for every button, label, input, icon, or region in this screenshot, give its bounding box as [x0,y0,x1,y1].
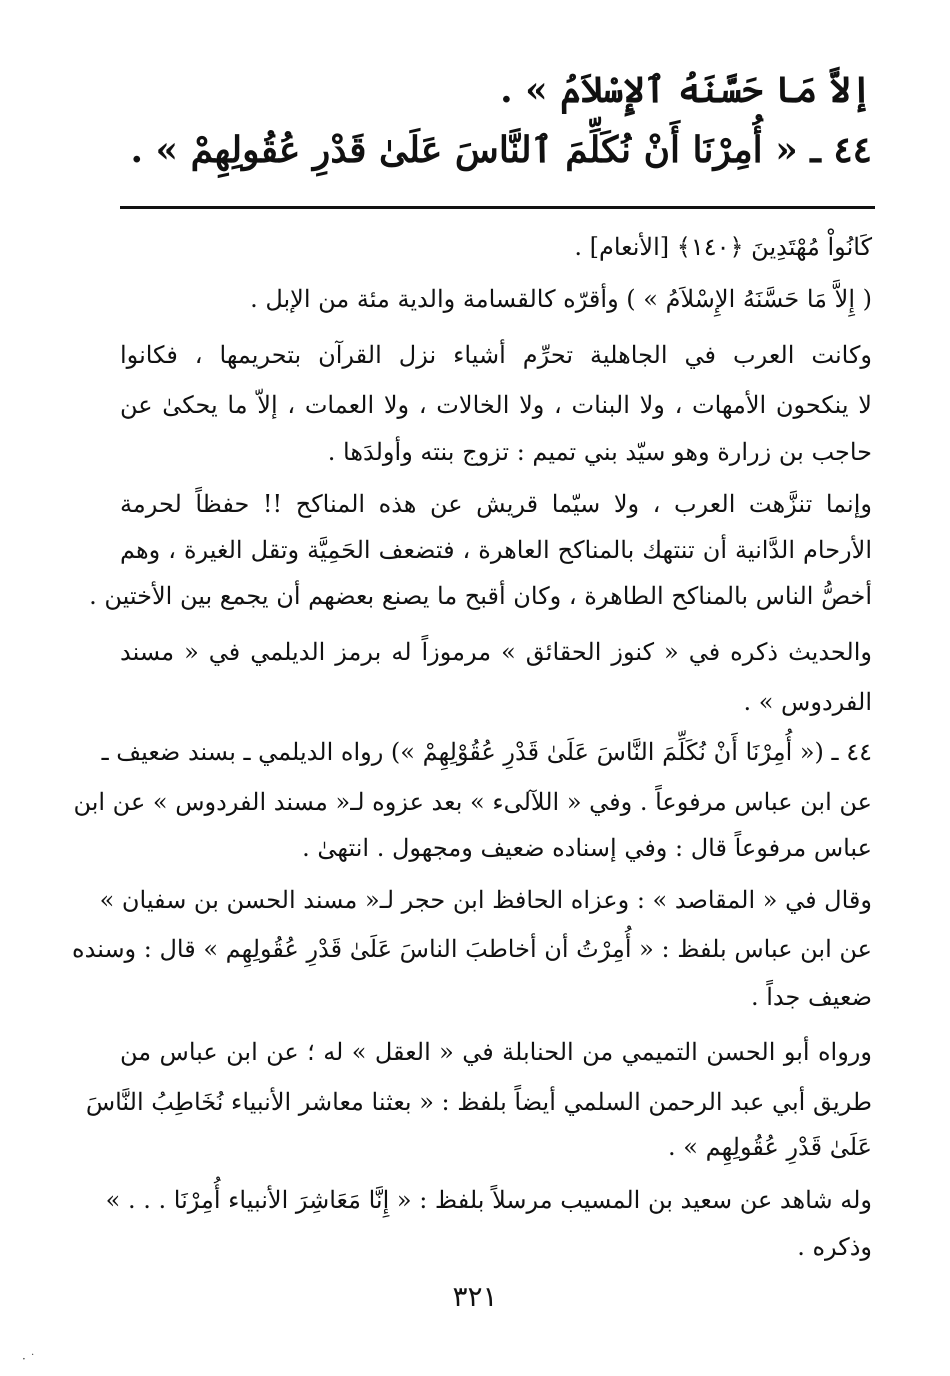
footnote-line-19: عَلَىٰ قَدْرِ عُقُولِهِم » . [668,1133,872,1161]
footnote-divider [120,206,875,209]
footnote-line-13: عباس مرفوعاً قال : وفي إسناده ضعيف ومجهول . انتهىٰ . [302,834,872,862]
footnote-line-7: الأرحام الدَّانية أن تنتهك بالمناكح العاهرة ، فتضعف الحَمِيَّة وتقل الغيرة ، وهم [120,536,872,564]
main-text-line-1: إلاَّ مَا حَسَّنَهُ ٱلإِسْلاَمُ » . [500,69,872,111]
footnote-line-18: طريق أبي عبد الرحمن السلمي أيضاً بلفظ : « بعثنا معاشر الأنبياء نُخَاطِبُ النَّاسَ [85,1088,872,1116]
footnote-line-21: وذكره . [797,1233,872,1261]
footnote-line-14: وقال في « المقاصد » : وعزاه الحافظ ابن حجر لـ« مسند الحسن بن سفيان » [99,886,872,914]
footnote-line-16: ضعيف جداً . [750,983,872,1011]
page-number: ٣٢١ [452,1280,498,1313]
main-text-line-2: ٤٤ ـ « أُمِرْنَا أَنْ نُكَلِّمَ ٱلنَّاسَ عَلَىٰ قَدْرِ عُقُولِهِمْ » . [130,129,872,171]
footnote-line-15: عن ابن عباس بلفظ : « أُمِرْتُ أن أخاطبَ الناسَ عَلَىٰ قَدْرِ عُقُولِهِم » قال : وسنده [72,935,872,963]
scan-specks: · ˙ [22,1352,36,1366]
footnote-line-4: لا ينكحون الأمهات ، ولا البنات ، ولا الخالات ، ولا العمات ، إلاّ ما يحكىٰ عن [120,391,872,419]
footnote-line-17: ورواه أبو الحسن التميمي من الحنابلة في « العقل » له ؛ عن ابن عباس من [120,1038,872,1066]
footnote-line-8: أخصُّ الناس بالمناكح الطاهرة ، وكان أقبح ما يصنع بعضهم أن يجمع بين الأختين . [89,582,872,610]
footnote-line-20: وله شاهد عن سعيد بن المسيب مرسلاً بلفظ : « إِنَّا مَعَاشِرَ الأنبياء أُمِرْنَا . . . » [105,1186,872,1214]
footnote-line-12: عن ابن عباس مرفوعاً . وفي « اللآلىء » بعد عزوه لـ« مسند الفردوس » عن ابن [73,788,872,816]
footnote-line-6: وإنما تنزَّهت العرب ، ولا سيّما قريش عن هذه المناكح !! حفظاً لحرمة [120,490,872,518]
footnote-line-11: ٤٤ ـ (« أُمِرْنَا أَنْ نُكَلِّمَ النَّاسَ عَلَىٰ قَدْرِ عُقُوْلِهِمْ ») رواه الديلمي ـ بسند ضعيف ـ [101,738,872,766]
footnote-line-10: الفردوس » . [743,688,872,716]
footnote-line-5: حاجب بن زرارة وهو سيّد بني تميم : تزوج بنته وأولدَها . [327,438,872,466]
footnote-line-1: كَانُواْ مُهْتَدِينَ ﴿١٤٠﴾ [الأنعام] . [574,233,872,261]
footnote-line-2: ( إِلاَّ مَا حَسَّنَهُ الإِسْلاَمُ » ) وأقرّه كالقسامة والدية مئة من الإبل . [250,285,872,313]
footnote-line-3: وكانت العرب في الجاهلية تحرِّم أشياء نزل القرآن بتحريمها ، فكانوا [120,341,872,369]
footnote-line-9: والحديث ذكره في « كنوز الحقائق » مرموزاً له برمز الديلمي في « مسند [120,638,872,666]
